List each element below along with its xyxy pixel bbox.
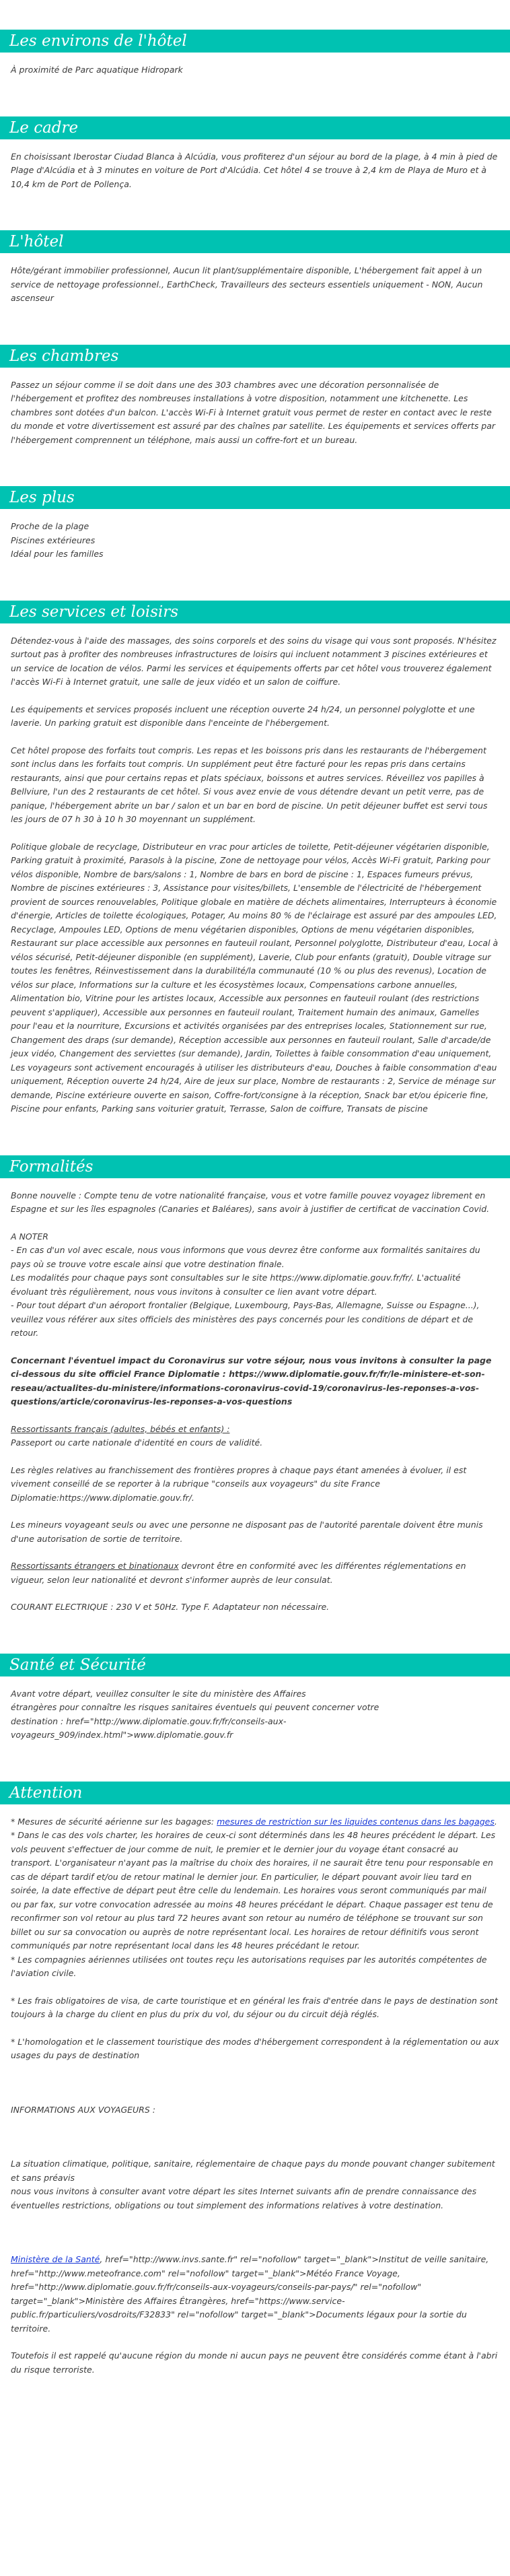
section-title: Santé et Sécurité <box>0 1654 510 1676</box>
attention-depart-block <box>11 1815 499 1981</box>
list-item: Piscines extérieures <box>11 535 96 545</box>
section-plus <box>0 486 510 562</box>
section-title: Les environs de l'hôtel <box>0 30 510 53</box>
section-hotel <box>0 230 510 306</box>
french-nationals-block <box>11 1423 499 1450</box>
section-formalites <box>0 1155 510 1615</box>
border-rules-text: Les règles relatives au franchissement des frontières propres à chaque pays étant amenées à évoluer, il est vivement conseillé de se reporter à la rubrique "conseils aux voyageurs" du site France Diplomatie:https://www.diplomatie.gouv.fr/. <box>11 1464 467 1503</box>
list-item: Idéal pour les familles <box>11 549 104 559</box>
section-title: Formalités <box>0 1155 510 1178</box>
autorites-text: * Les compagnies aériennes utilisées ont toutes reçu les autorisations requises par les autorités compétentes de l'aviation civile. <box>11 1954 487 1978</box>
ministere-sante-link[interactable]: Ministère de la Santé <box>11 2254 100 2264</box>
note-line: - Pour tout départ d'un aéroport frontalier (Belgique, Luxembourg, Pays-Bas, Allemagne, Suisse ou Espagne...), veuillez vous référer aux sites officiels des ministères des pays concernés pour les conditions de départ et de retour. <box>11 1300 480 1338</box>
note-block <box>11 1230 499 1341</box>
section-paragraph: Cet hôtel propose des forfaits tout compris. Les repas et les boissons pris dans les restaurants de l'hébergement sont inclus dans les forfaits tout compris. Un supplément peut être facturé pour les repas pris dans certains restaurants, ainsi que pour certains repas et plats spéciaux, boissons et autres services. Réveillez vos papilles à Bellviure, l'un des 2 restaurants de cet hôtel. Si vous avez envie de vous détendre devant un petit verre, pas de panique, l'hébergement abrite un bar / salon et un bar en bord de piscine. Un petit déjeuner buffet est servi tous les jours de 07 h 30 à 10 h 30 moyennant un supplément. <box>11 745 488 824</box>
section-title: Les plus <box>0 486 510 509</box>
section-attention <box>0 1782 510 2377</box>
section-paragraph: Les équipements et services proposés incluent une réception ouverte 24 h/24, un personnel polyglotte et une laverie. Un parking gratuit est disponible dans l'enceinte de l'hébergement. <box>11 704 475 728</box>
situation-text: La situation climatique, politique, sanitaire, réglementaire de chaque pays du monde pouvant changer subitement et sans préavis <box>11 2159 495 2183</box>
sante-line: Avant votre départ, veuillez consulter le site du ministère des Affaires <box>11 1688 306 1699</box>
bagages-prefix: * Mesures de sécurité aérienne sur les bagages: <box>11 1816 217 1827</box>
sites-text: , href="http://www.invs.sante.fr" rel="nofollow" target="_blank">Institut de veille sanitaire, href="http://www.meteofrance.com" rel="nofollow" target="_blank">Météo France Voyage, href="http://www.diplomatie.gouv.fr/fr/conseils-aux-voyageurs/conseils-par-pays/" rel="nofollow" target="_blank">Ministère des Affaires Étrangères, href="https://www.service-public.fr/particuliers/vosdroits/F32833" rel="nofollow" target="_blank">Documents légaux pour la sortie du territoire. <box>11 2254 489 2334</box>
electric-current-text: COURANT ELECTRIQUE : 230 V et 50Hz. Type F. Adaptateur non nécessaire. <box>11 1602 330 1612</box>
section-environs <box>0 30 510 77</box>
foreign-nationals-heading: Ressortissants étrangers et binationaux <box>11 1561 179 1571</box>
minors-text: Les mineurs voyageant seuls ou avec une personne ne disposant pas de l'autorité parentale doivent être munis d'une autorisation de sortie de territoire. <box>11 1520 483 1544</box>
frais-text: * Les frais obligatoires de visa, de carte touristique et en général les frais d'entrée dans le pays de destination sont toujours à la charge du client en plus du prix du vol, du séjour ou du circuit déjà réglés. <box>11 1995 498 2019</box>
section-text: À proximité de Parc aquatique Hidropark <box>11 65 183 75</box>
section-text: Hôte/gérant immobilier professionnel, Aucun lit plant/supplémentaire disponible, L'hébergement fait appel à un service de nettoyage professionnel., EarthCheck, Travailleurs des secteurs essentiels uniquement - NON, Aucun ascenseur <box>11 265 483 303</box>
section-title: Les chambres <box>0 345 510 368</box>
section-text: Passez un séjour comme il se doit dans une des 303 chambres avec une décoration personnalisée de l'hébergement et profitez des nombreuses installations à votre disposition, notamment une kitchenette. Les chambres sont dotées d'un balcon. L'accès Wi-Fi à Internet gratuit vous permet de rester en contact avec le reste du monde et votre divertissement est assuré par des chaînes par satellite. Les équipements et services offerts par l'hébergement comprennent un téléphone, mais aussi un coffre-fort et un bureau. <box>11 379 496 445</box>
sante-line: destination : href="http://www.diplomatie.gouv.fr/fr/conseils-aux-voyageurs_909/index.html">www.diplomatie.gouv.fr <box>11 1716 287 1740</box>
sante-line: étrangères pour connaître les risques sanitaires éventuels qui peuvent concerner votre <box>11 1702 379 1712</box>
good-news-text: Bonne nouvelle : Compte tenu de votre nationalité française, vous et votre famille pouvez voyagez librement en Espagne et sur les îles espagnoles (Canaries et Baléares), sans avoir à justifier de certificat de vaccination Covid. <box>11 1190 490 1214</box>
section-title: L'hôtel <box>0 230 510 253</box>
info-voyageurs-heading: INFORMATIONS AUX VOYAGEURS : <box>11 2104 155 2115</box>
section-paragraph: Détendez-vous à l'aide des massages, des soins corporels et des soins du visage qui vous sont proposés. N'hésitez surtout pas à profiter des nombreuses infrastructures de loisirs qui incluent notamment 3 piscines extérieures et un service de location de vélos. Parmi les services et équipements offerts par cet hôtel vous trouverez également l'accès Wi-Fi à Internet gratuit, une salle de jeux vidéo et un salon de coiffure. <box>11 635 497 687</box>
foreign-nationals-block <box>11 1559 499 1587</box>
list-item: Proche de la plage <box>11 521 89 531</box>
note-heading: A NOTER <box>11 1231 48 1242</box>
section-services <box>0 601 510 1116</box>
situation-block <box>11 2157 499 2212</box>
section-title: Attention <box>0 1782 510 1804</box>
section-chambres <box>0 345 510 448</box>
section-paragraph: Politique globale de recyclage, Distributeur en vrac pour articles de toilette, Petit-déjeuner végétarien disponible, Parking gratuit à proximité, Parasols à la piscine, Zone de nettoyage pour vélos, Accès Wi-Fi gratuit, Parking pour vélos disponible, Nombre de bars/salons : 1, Nombre de bars en bord de piscine : 1, Espaces fumeurs prévus, Nombre de piscines extérieures : 3, Assistance pour visites/billets, L'ensemble de l'électricité de l'hébergement provient de sources renouvelables, Politique globale en matière de déchets alimentaires, Interrupteurs à économie d'énergie, Articles de toilette écologiques, Potager, Au moins 80 % de l'éclairage est assuré par des ampoules LED, Recyclage, Ampoules LED, Options de menu végétarien disponibles, Options de menu végétarien disponibles, Restaurant sur place accessible aux personnes en fauteuil roulant, Personnel polyglotte, Distributeur d'eau, Local à vélos sécurisé, Petit-déjeuner disponible (en supplément), Laverie, Club pour enfants (gratuit), Double vitrage sur toutes les fenêtres, Réinvestissement dans la durabilité/la communauté (10 % ou plus des revenus), Location de vélos sur place, Informations sur la culture et les écosystèmes locaux, Compensations carbone annuelles, Alimentation bio, Vitrine pour les artistes locaux, Accessible aux personnes en fauteuil roulant (des restrictions peuvent s'appliquer), Accessible aux personnes en fauteuil roulant, Traitement humain des animaux, Gamelles pour l'eau et la nourriture, Excursions et activités organisées par des entreprises locales, Stationnement sur rue, Changement des draps (sur demande), Réception accessible aux personnes en fauteuil roulant, Salle d'arcade/de jeux vidéo, Changement des serviettes (sur demande), Jardin, Toilettes à faible consommation d'eau uniquement, Les voyageurs sont activement encouragés à utiliser les distributeurs d'eau, Douches à faible consommation d'eau uniquement, Réception ouverte 24 h/24, Aire de jeux sur place, Nombre de restaurants : 2, Service de ménage sur demande, Piscine extérieure ouverte en saison, Coffre-fort/consigne à la réception, Snack bar et/ou épicerie fine, Piscine pour enfants, Parking sans voiturier gratuit, Terrasse, Salon de coiffure, Transats de piscine <box>11 841 499 1114</box>
foreign-nationals-text: devront être en conformité avec les différentes réglementations en vigueur, selon leur nationalité et devront s'informer auprès de leur consulat. <box>11 1561 466 1585</box>
invite-text: nous vous invitons à consulter avant votre départ les sites Internet suivants afin de prendre connaissance des éventuelles restrictions, obligations ou tout simplement des informations relatives à votre destination. <box>11 2186 477 2210</box>
french-nationals-heading: Ressortissants français (adultes, bébés et enfants) : <box>11 1423 230 1434</box>
section-title: Les services et loisirs <box>0 601 510 623</box>
french-nationals-text: Passeport ou carte nationale d'identité en cours de validité. <box>11 1437 263 1448</box>
note-line: Les modalités pour chaque pays sont consultables sur le site https://www.diplomatie.gouv.fr/fr/. L'actualité évoluant très régulièrement, nous vous invitons à consulter ce lien avant votre départ. <box>11 1273 461 1297</box>
terror-text: Toutefois il est rappelé qu'aucune région du monde ni aucun pays ne peuvent être considérés comme étant à l'abri du risque terroriste. <box>11 2350 498 2375</box>
homologation-text: * L'homologation et le classement touristique des modes d'hébergement correspondent à la réglementation ou aux usages du pays de destination <box>11 2036 499 2060</box>
section-cadre <box>0 116 510 192</box>
note-line: - En cas d'un vol avec escale, nous vous informons que vous devrez être conforme aux formalités sanitaires du pays où se trouve votre escale ainsi que votre destination finale. <box>11 1245 480 1269</box>
bagages-link[interactable]: mesures de restriction sur les liquides contenus dans les bagages <box>217 1816 495 1827</box>
section-title: Le cadre <box>0 116 510 139</box>
covid-notice: Concernant l'éventuel impact du Coronavirus sur votre séjour, nous vous invitons à consulter la page ci-dessous du site officiel France Diplomatie : https://www.diplomatie.gouv.fr/fr/le-ministere-et-son-reseau/actualites-du-ministere/informations-coronavirus-covid-19/coronavirus-les-reponses-a-vos-questions/article/coronavirus-les-reponses-a-vos-questions <box>11 1355 492 1406</box>
section-sante <box>0 1654 510 1742</box>
depart-text: * Dans le cas des vols charter, les horaires de ceux-ci sont déterminés dans les 48 heures précédent le départ. Les vols peuvent s'effectuer de jour comme de nuit, le premier et le dernier jour du voyage étant consacré au transport. L'organisateur n'ayant pas la maîtrise du choix des horaires, il ne saurait être tenu pour responsable en cas de départ tardif et/ou de retour matinal le dernier jour. En particulier, le départ pouvant avoir lieu tard en soirée, la date effective de départ peut être celle du lendemain. Les horaires vous seront communiqués par mail ou par fax, sur votre convocation adressée au moins 48 heures précédant le départ. Chaque passager est tenu de reconfirmer son vol retour au plus tard 72 heures avant son retour au numéro de téléphone se trouvant sur son billet ou sur sa convocation ou auprès de notre représentant local. Les horaires de retour définitifs vous seront communiqués par notre représentant local dans les 48 heures précédant le retour. <box>11 1830 496 1951</box>
sites-block <box>11 2253 499 2336</box>
section-text: En choisissant Iberostar Ciudad Blanca à Alcúdia, vous profiterez d'un séjour au bord de la plage, à 4 min à pied de Plage d'Alcúdia et à 3 minutes en voiture de Port d'Alcúdia. Cet hôtel 4 se trouve à 2,4 km de Playa de Muro et à 10,4 km de Port de Pollença. <box>11 151 498 189</box>
bagages-suffix: . <box>494 1816 497 1827</box>
bagages-line <box>11 1815 499 1829</box>
